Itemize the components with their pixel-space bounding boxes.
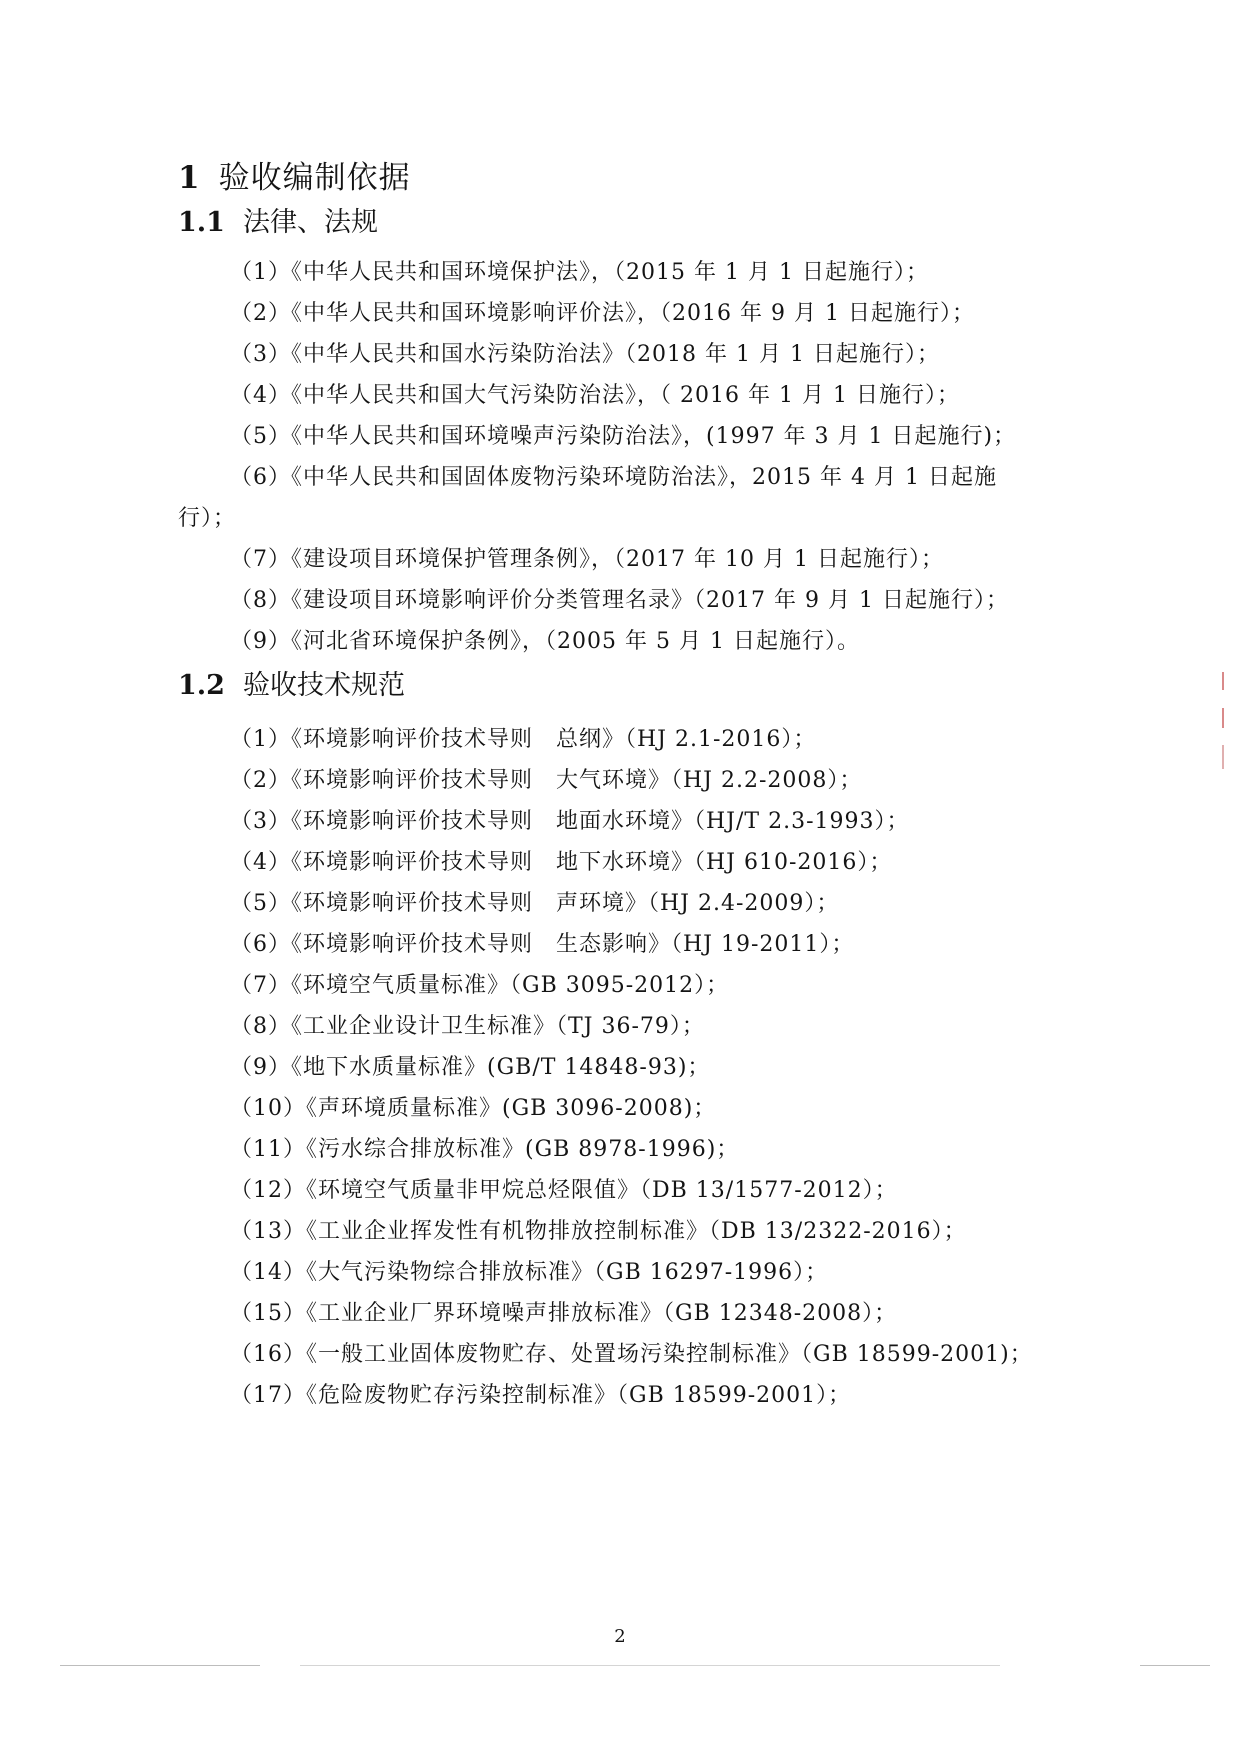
list-item: （15）《工业企业厂界环境噪声排放标准》（GB 12348-2008）； <box>230 1301 898 1326</box>
scan-artifact-mark <box>1222 672 1224 690</box>
list-item: （8）《工业企业设计卫生标准》（TJ 36-79）； <box>230 1014 705 1039</box>
page-number: 2 <box>614 1626 626 1647</box>
list-item: （10）《声环境质量标准》(GB 3096-2008)； <box>230 1096 717 1121</box>
list-item: （16）《一般工业固体废物贮存、处置场污染控制标准》（GB 18599-2001)； <box>230 1342 1033 1367</box>
subsection-title: 法律、法规 <box>242 207 378 238</box>
subsection-number: 1.2 <box>178 670 225 701</box>
list-item: （6）《环境影响评价技术导则 生态影响》（HJ 19-2011）； <box>230 932 855 957</box>
section-number: 1 <box>178 160 201 196</box>
section-heading <box>178 158 411 198</box>
section-title: 验收编制依据 <box>218 160 411 196</box>
scan-artifact-mark <box>1222 708 1224 728</box>
list-item: （1）《环境影响评价技术导则 总纲》（HJ 2.1-2016）； <box>230 727 817 752</box>
list-item: （2）《环境影响评价技术导则 大气环境》（HJ 2.2-2008）； <box>230 768 863 793</box>
list-item: （14）《大气污染物综合排放标准》（GB 16297-1996）； <box>230 1260 829 1285</box>
list-item: （9）《地下水质量标准》(GB/T 14848-93)； <box>230 1055 711 1080</box>
list-item: （9）《河北省环境保护条例》，（2005 年 5 月 1 日起施行）。 <box>230 629 860 654</box>
list-item: （2）《中华人民共和国环境影响评价法》，（2016 年 9 月 1 日起施行）； <box>230 301 975 326</box>
list-item: （4）《中华人民共和国大气污染防治法》，（ 2016 年 1 月 1 日施行）； <box>230 383 960 408</box>
subsection-heading-standards <box>178 668 405 704</box>
list-item: （8）《建设项目环境影响评价分类管理名录》（2017 年 9 月 1 日起施行）； <box>230 588 1009 613</box>
list-item: （7）《建设项目环境保护管理条例》，（2017 年 10 月 1 日起施行）； <box>230 547 944 572</box>
subsection-title: 验收技术规范 <box>242 670 405 701</box>
list-item: （1）《中华人民共和国环境保护法》，（2015 年 1 月 1 日起施行）； <box>230 260 929 285</box>
list-item: （3）《中华人民共和国水污染防治法》（2018 年 1 月 1 日起施行）； <box>230 342 940 367</box>
list-item-continuation: 行）； <box>178 506 237 531</box>
scan-artifact-mark <box>1222 745 1224 769</box>
list-item: （12）《环境空气质量非甲烷总烃限值》（DB 13/1577-2012）； <box>230 1178 898 1203</box>
list-item: （13）《工业企业挥发性有机物排放控制标准》（DB 13/2322-2016）； <box>230 1219 967 1244</box>
list-item: （3）《环境影响评价技术导则 地面水环境》（HJ/T 2.3-1993）； <box>230 809 910 834</box>
list-item: （5）《环境影响评价技术导则 声环境》（HJ 2.4-2009）； <box>230 891 840 916</box>
list-item: （17）《危险废物贮存污染控制标准》（GB 18599-2001）； <box>230 1383 852 1408</box>
subsection-heading-laws <box>178 205 378 241</box>
list-item: （7）《环境空气质量标准》（GB 3095-2012）； <box>230 973 730 998</box>
list-item: （4）《环境影响评价技术导则 地下水环境》（HJ 610-2016）； <box>230 850 893 875</box>
scan-artifact-line <box>1140 1665 1210 1666</box>
list-item: （5）《中华人民共和国环境噪声污染防治法》，(1997 年 3 月 1 日起施行)； <box>230 424 1017 449</box>
scan-artifact-line <box>300 1665 1000 1666</box>
scan-artifact-line <box>60 1665 260 1666</box>
subsection-number: 1.1 <box>178 207 225 238</box>
list-item: （6）《中华人民共和国固体废物污染环境防治法》，2015 年 4 月 1 日起施 <box>230 465 997 490</box>
list-item: （11）《污水综合排放标准》(GB 8978-1996)； <box>230 1137 740 1162</box>
